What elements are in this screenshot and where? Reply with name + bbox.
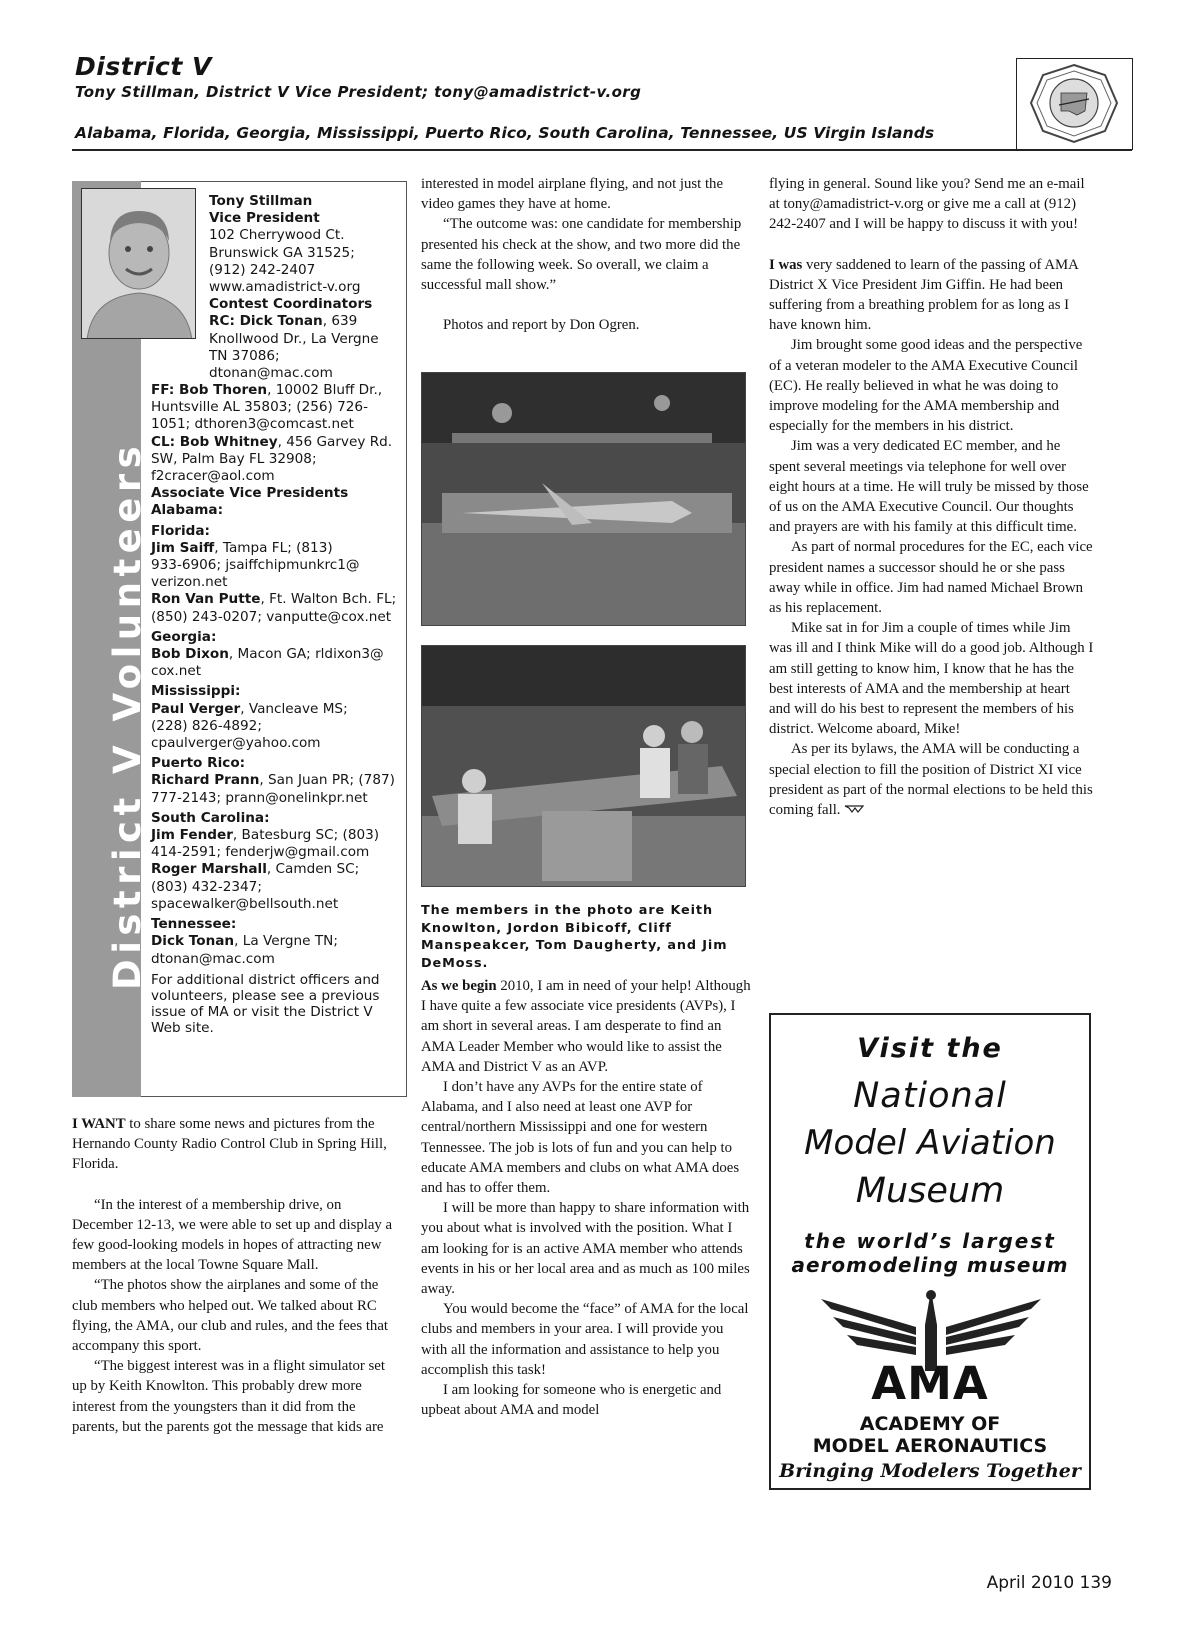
col2-lead — [421, 976, 751, 1077]
vol-detail: , San Juan PR; (787) — [259, 772, 395, 789]
vol-line — [151, 468, 401, 485]
vol-name: CL: Bob Whitney — [151, 433, 278, 450]
vol-detail: 102 Cherrywood Ct. — [209, 227, 345, 244]
vol-line — [209, 296, 399, 313]
vol-line — [209, 313, 399, 330]
mall-show-photo-2 — [421, 645, 746, 887]
vol-line — [151, 574, 401, 591]
col1-para: “In the interest of a membership drive, on December 12-13, we were able to set up and display a few good-looking models in hopes of attracting new members at the local Towne Square Mall. — [72, 1196, 393, 1274]
vol-line — [151, 502, 401, 519]
vol-line — [151, 609, 401, 626]
vol-line — [151, 772, 401, 789]
vol-line — [151, 399, 401, 416]
vol-detail: , La Vergne TN; — [234, 933, 338, 950]
vol-line — [151, 861, 401, 878]
vol-detail: , Batesburg SC; (803) — [232, 827, 380, 844]
vol-name: Contest Coordinators — [209, 296, 373, 313]
vol-line — [209, 262, 399, 279]
vol-detail: (850) 243-0207; vanputte@cox.net — [151, 608, 392, 625]
volunteers-band-title: District V Volunteers — [106, 440, 149, 990]
col3-para: Jim brought some good ideas and the perspective of a veteran modeler to the AMA Executive Council (EC). He really believed in what he was doing to improve modeling for the AMA membership and especially for the members in his district. — [769, 337, 1083, 435]
col1-lead-text: to share some news and pictures from the Hernando County Radio Control Club in Spring Hill, Florida. — [72, 1116, 387, 1173]
vol-line — [151, 933, 401, 950]
col1-para: “The biggest interest was in a flight simulator set up by Keith Knowlton. This probably drew more interest from the youngsters than it did from the parents, but the parents got the message that kids are — [72, 1358, 385, 1435]
col2-credit: Photos and report by Don Ogren. — [443, 317, 640, 334]
vol-detail: Huntsville AL 35803; (256) 726- — [151, 399, 368, 416]
vol-detail: , Ft. Walton Bch. FL; — [260, 591, 397, 608]
vol-line — [209, 210, 399, 227]
vol-state-heading: Tennessee: — [151, 916, 237, 933]
vol-line — [151, 844, 401, 861]
col3-para: As part of normal procedures for the EC, each vice president names a successor should he or she pass away while in office. Jim had named Michael Brown as his replacement. — [769, 539, 1093, 617]
vol-detail: , Tampa FL; (813) — [214, 539, 333, 556]
vol-name: Ron Van Putte — [151, 591, 261, 608]
vol-line — [151, 557, 401, 574]
vol-name: Dick Tonan — [151, 933, 235, 950]
vol-name: Bob Dixon — [151, 646, 229, 663]
col3-last-text: As per its bylaws, the AMA will be conducting a special election to fill the position of District XI vice president as part of the normal elections to be held this coming fall. — [769, 741, 1093, 819]
vol-line — [151, 879, 401, 896]
vol-line — [151, 718, 401, 735]
col2-lead-text: 2010, I am in need of your help! Although I have quite a few associate vice presidents (AVPs), I am short in several areas. I am desperate to find an AMA Leader Member who would like to assist the AMA and District V as an AVP. — [421, 978, 751, 1075]
ama-tagline: Bringing Modelers Together — [779, 1460, 1081, 1482]
vol-name: RC: Dick Tonan — [209, 313, 323, 330]
col2-lead-bold: As we begin — [421, 978, 497, 994]
vol-line — [151, 701, 401, 718]
vol-line — [151, 382, 401, 399]
vol-line — [151, 951, 401, 968]
col2-para: I am looking for someone who is energetic and upbeat about AMA and model — [421, 1382, 722, 1419]
vol-detail: , Macon GA; rldixon3@ — [228, 646, 384, 663]
vol-line — [151, 646, 401, 663]
vol-line — [151, 591, 401, 608]
col2-para: I don’t have any AVPs for the entire state of Alabama, and I also need at least one AVP for central/northern Mississippi and one for western Tennessee. The job is lots of fun and you can help to educate AMA members and clubs on what AMA does and has to offer them. — [421, 1079, 740, 1197]
vol-detail: TN 37086; — [209, 347, 280, 364]
vol-detail: , Camden SC; — [266, 861, 360, 878]
vol-line — [209, 245, 399, 262]
col2-para: interested in model airplane flying, and not just the video games they have at home. — [421, 176, 724, 213]
column-1 — [72, 1114, 402, 1437]
vol-detail: cpaulverger@yahoo.com — [151, 735, 321, 752]
vol-line — [151, 896, 401, 913]
vol-state-heading: Georgia: — [151, 628, 217, 645]
portrait-icon — [82, 189, 196, 339]
vol-name: Jim Saiff — [151, 539, 215, 556]
ad-line-museum: Museum — [855, 1171, 1005, 1211]
col1-lead-bold: I WANT — [72, 1116, 126, 1132]
museum-ad[interactable] — [769, 1013, 1091, 1490]
vol-line — [151, 827, 401, 844]
vol-detail: 1051; dthoren3@comcast.net — [151, 416, 354, 433]
vol-line — [209, 348, 399, 365]
col3-lead-bold: I was — [769, 256, 803, 273]
col3-para: Jim was a very dedicated EC member, and he spent several meetings via telephone for well over eight hours at a time. He will truly be missed by those of us on the AMA Executive Council. Our thoughts and prayers are with his family at this difficult time. — [769, 438, 1089, 536]
vol-line — [209, 227, 399, 244]
col3-para — [769, 739, 1094, 820]
vol-detail: , Vancleave MS; — [240, 700, 348, 717]
vol-detail: 777-2143; prann@onelinkpr.net — [151, 789, 368, 806]
vol-detail: (228) 826-4892; — [151, 717, 262, 734]
vol-detail: (803) 432-2347; — [151, 878, 262, 895]
vol-note: For additional district officers and volunteers, please see a previous issue of MA or visit the District V Web site. — [151, 971, 380, 1036]
col2-para: “The outcome was: one candidate for membership presented his check at the show, and two more did the same the following week. So overall, we claim a successful mall show.” — [421, 216, 742, 294]
column-2-top — [421, 174, 751, 335]
vol-name: Alabama: — [151, 502, 224, 519]
vol-line — [209, 331, 399, 348]
col3-lead-text: very saddened to learn of the passing of AMA District X Vice President Jim Giffin. He had been suffering from a breathing problem for as long as I have known him. — [769, 256, 1079, 334]
column-2-bottom — [421, 976, 751, 1420]
vol-detail: spacewalker@bellsouth.net — [151, 895, 339, 912]
ad-line-national: National — [853, 1076, 1007, 1116]
vol-line — [151, 540, 401, 557]
vol-detail: , 639 — [322, 313, 358, 330]
mall-show-photo-1 — [421, 372, 746, 626]
vol-name: Associate Vice Presidents — [151, 485, 349, 502]
portrait-photo — [81, 188, 196, 339]
col1-lead — [72, 1114, 402, 1175]
vol-detail: verizon.net — [151, 574, 228, 591]
end-mark-icon — [844, 804, 864, 814]
vol-detail: cox.net — [151, 663, 202, 680]
vol-detail: (912) 242-2407 — [209, 261, 316, 278]
vol-line — [151, 485, 401, 502]
vol-line — [209, 365, 399, 382]
vol-detail: 414-2591; fenderjw@gmail.com — [151, 844, 370, 861]
vol-name: Paul Verger — [151, 700, 241, 717]
vol-detail: , 456 Garvey Rd. — [277, 433, 393, 450]
header-states: Alabama, Florida, Georgia, Mississippi, Puerto Rico, South Carolina, Tennessee, US Virgin Islands — [75, 124, 935, 142]
page-footer: April 2010 139 — [986, 1573, 1112, 1593]
vol-line — [151, 434, 401, 451]
vol-name: Richard Prann — [151, 772, 260, 789]
vol-detail: SW, Palm Bay FL 32908; — [151, 450, 317, 467]
vol-state-heading: Mississippi: — [151, 683, 241, 700]
vol-state-heading: Florida: — [151, 522, 210, 539]
vol-line — [151, 416, 401, 433]
vol-detail: dtonan@mac.com — [151, 950, 275, 967]
vol-contacts — [151, 382, 401, 1036]
airplane-display-photo-icon — [422, 373, 746, 626]
vol-detail: 933-6906; jsaiffchipmunkrc1@ — [151, 557, 360, 574]
vol-detail: www.amadistrict-v.org — [209, 279, 361, 296]
vol-line — [151, 790, 401, 807]
col2-para: I will be more than happy to share information with you about what is involved with the position. What I am looking for is an active AMA member who attends events in his or her local area and as much as 100 miles away. — [421, 1200, 750, 1298]
vol-line — [209, 193, 399, 210]
ad-line-aeromodeling: aeromodeling museum — [791, 1253, 1069, 1277]
vol-detail: Knollwood Dr., La Vergne — [209, 330, 379, 347]
page-title: District V — [75, 52, 212, 81]
ad-line-worlds-largest: the world’s largest — [804, 1229, 1056, 1253]
vol-name: Jim Fender — [151, 827, 233, 844]
district-seal-icon — [1017, 59, 1131, 148]
vol-name: Vice President — [209, 210, 320, 227]
column-3 — [769, 174, 1094, 820]
ad-line-visit: Visit the — [857, 1033, 1003, 1064]
col3-para: flying in general. Sound like you? Send me an e-mail at tony@amadistrict-v.org or give me a call at (912) 242-2407 and I will be happy to discuss it with you! — [769, 176, 1085, 233]
vol-detail: f2cracer@aol.com — [151, 468, 275, 485]
vol-name: Roger Marshall — [151, 861, 267, 878]
col3-lead — [769, 255, 1094, 336]
col1-para: “The photos show the airplanes and some of the club members who helped out. We talked about RC flying, the AMA, our club and rules, and the fees that accompany this sport. — [72, 1277, 389, 1355]
vol-state-heading: Puerto Rico: — [151, 755, 246, 772]
ad-line-model-aviation: Model Aviation — [804, 1123, 1056, 1163]
ama-logo-line2: MODEL AERONAUTICS — [812, 1435, 1048, 1457]
col3-para: Mike sat in for Jim a couple of times while Jim was ill and I think Mike will do a good job. Although I am still getting to know him, I know that he has the best interests of AMA and the membership at heart and will do his best to represent the members of his district. Welcome aboard, Mike! — [769, 620, 1094, 738]
vol-officer-list — [209, 193, 399, 382]
vol-line — [151, 735, 401, 752]
vol-name: FF: Bob Thoren — [151, 382, 268, 398]
vol-line — [151, 663, 401, 680]
col2-para: You would become the “face” of AMA for the local clubs and members in your area. I will provide you with all the information and assistance to help you accomplish this task! — [421, 1301, 749, 1378]
ama-logo-text: AMA — [871, 1357, 989, 1410]
vol-detail: Brunswick GA 31525; — [209, 244, 355, 261]
club-members-photo-icon — [422, 646, 746, 887]
ama-logo-line1: ACADEMY OF — [859, 1413, 1001, 1435]
vol-line — [209, 279, 399, 296]
vol-detail: , 10002 Bluff Dr., — [267, 382, 383, 398]
district-logo — [1016, 58, 1133, 150]
vol-detail: dtonan@mac.com — [209, 365, 333, 382]
vol-line — [151, 451, 401, 468]
header-rule — [72, 149, 1132, 151]
header-subtitle: Tony Stillman, District V Vice President; tony@amadistrict-v.org — [75, 83, 642, 101]
photo-caption: The members in the photo are Keith Knowlton, Jordon Bibicoff, Cliff Manspeakcer, Tom Daugherty, and Jim DeMoss. — [421, 903, 728, 971]
vol-name: Tony Stillman — [209, 193, 313, 209]
vol-state-heading: South Carolina: — [151, 809, 270, 826]
